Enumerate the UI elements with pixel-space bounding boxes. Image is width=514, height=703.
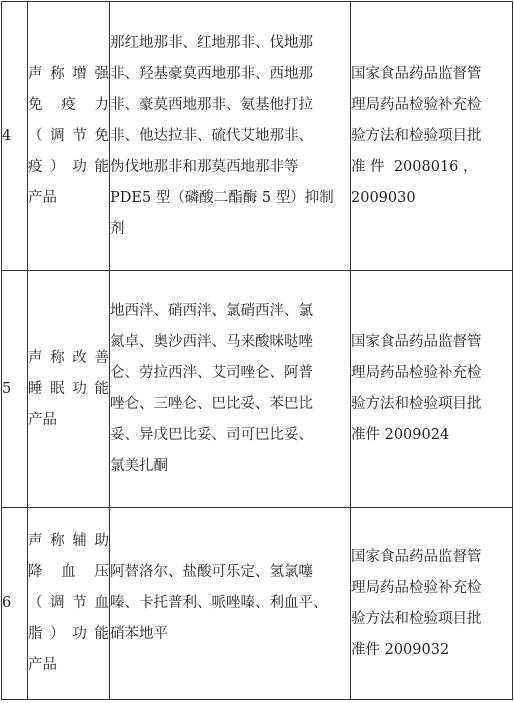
- row-number: 4: [2, 2, 28, 271]
- substance-line: 非、豪莫西地那非、氨基他打拉: [110, 96, 313, 113]
- substance-line: 硝苯地平: [110, 626, 168, 642]
- substance-line: 那红地那非、红地那非、伐地那: [110, 34, 313, 51]
- substance-line: 剂: [110, 220, 125, 237]
- standard-line: 国家食品药品监督管: [351, 334, 482, 350]
- substance-line: 妥、异戊巴比妥、司可巴比妥、: [110, 427, 313, 443]
- standard-line: 国家食品药品监督管: [351, 65, 482, 82]
- standard-line: 理局药品检验补充检: [351, 579, 482, 596]
- claim-line: 降 血 压: [28, 564, 109, 580]
- claim-line: 睡眠功能: [28, 380, 109, 397]
- substance-line: 非、他达拉非、硫代艾地那非、: [110, 127, 313, 144]
- substances-cell: [110, 2, 351, 271]
- substance-line: 非、羟基豪莫西地那非、西地那: [110, 65, 313, 82]
- standard-line: 验方法和检验项目批: [351, 396, 482, 412]
- table-row: [2, 271, 513, 508]
- claim-line: 产品: [28, 411, 57, 428]
- standard-line: 准件 2009024: [351, 427, 450, 443]
- substance-line: 仑、劳拉西泮、艾司唑仑、阿普: [110, 365, 313, 381]
- row-number: 6: [2, 508, 28, 700]
- substances-cell: [110, 271, 351, 508]
- claim-line: 脂）功能: [28, 626, 109, 642]
- claim-line: 免 疫 力: [28, 96, 109, 113]
- product-claim-cell: [28, 271, 110, 508]
- standard-line: 验方法和检验项目批: [351, 610, 482, 627]
- substance-line: 地西泮、硝西泮、氯硝西泮、氯: [110, 303, 313, 319]
- standard-line: 准件 2009032: [351, 641, 450, 658]
- claim-line: 疫）功能: [28, 158, 109, 175]
- standard-line: 国家食品药品监督管: [351, 548, 482, 565]
- substances-cell: [110, 508, 351, 700]
- standard-line: 准 件 2008016 ，: [351, 158, 478, 175]
- standard-line: 理局药品检验补充检: [351, 365, 482, 381]
- row-number: 5: [2, 271, 28, 508]
- table-row: [2, 508, 513, 700]
- standard-line: 2009030: [351, 189, 416, 206]
- substance-standards-table: [1, 1, 513, 700]
- substance-line: PDE5 型（磷酸二酯酶 5 型）抑制: [110, 189, 334, 206]
- substance-line: 氯美扎酮: [110, 458, 168, 474]
- test-standard-cell: [351, 2, 513, 271]
- substance-line: 阿替洛尔、盐酸可乐定、氢氯噻: [110, 564, 313, 580]
- claim-line: （调节免: [28, 127, 109, 144]
- claim-line: 声称辅助: [28, 533, 109, 549]
- substance-line: 伪伐地那非和那莫西地那非等: [110, 158, 299, 175]
- substance-line: 嗪、卡托普利、哌唑嗪、利血平、: [110, 595, 328, 611]
- product-claim-cell: [28, 2, 110, 271]
- claim-line: 声称增强: [28, 65, 109, 82]
- claim-line: （调节血: [28, 595, 109, 611]
- test-standard-cell: [351, 508, 513, 700]
- claim-line: 产品: [28, 657, 57, 673]
- claim-line: 声称改善: [28, 349, 109, 366]
- table-row: [2, 2, 513, 271]
- test-standard-cell: [351, 271, 513, 508]
- substance-line: 唑仑、三唑仑、巴比妥、苯巴比: [110, 396, 313, 412]
- standard-line: 验方法和检验项目批: [351, 127, 482, 144]
- standard-line: 理局药品检验补充检: [351, 96, 482, 113]
- claim-line: 产品: [28, 189, 57, 206]
- product-claim-cell: [28, 508, 110, 700]
- substance-line: 氮卓、奥沙西泮、马来酸咪哒唑: [110, 334, 313, 350]
